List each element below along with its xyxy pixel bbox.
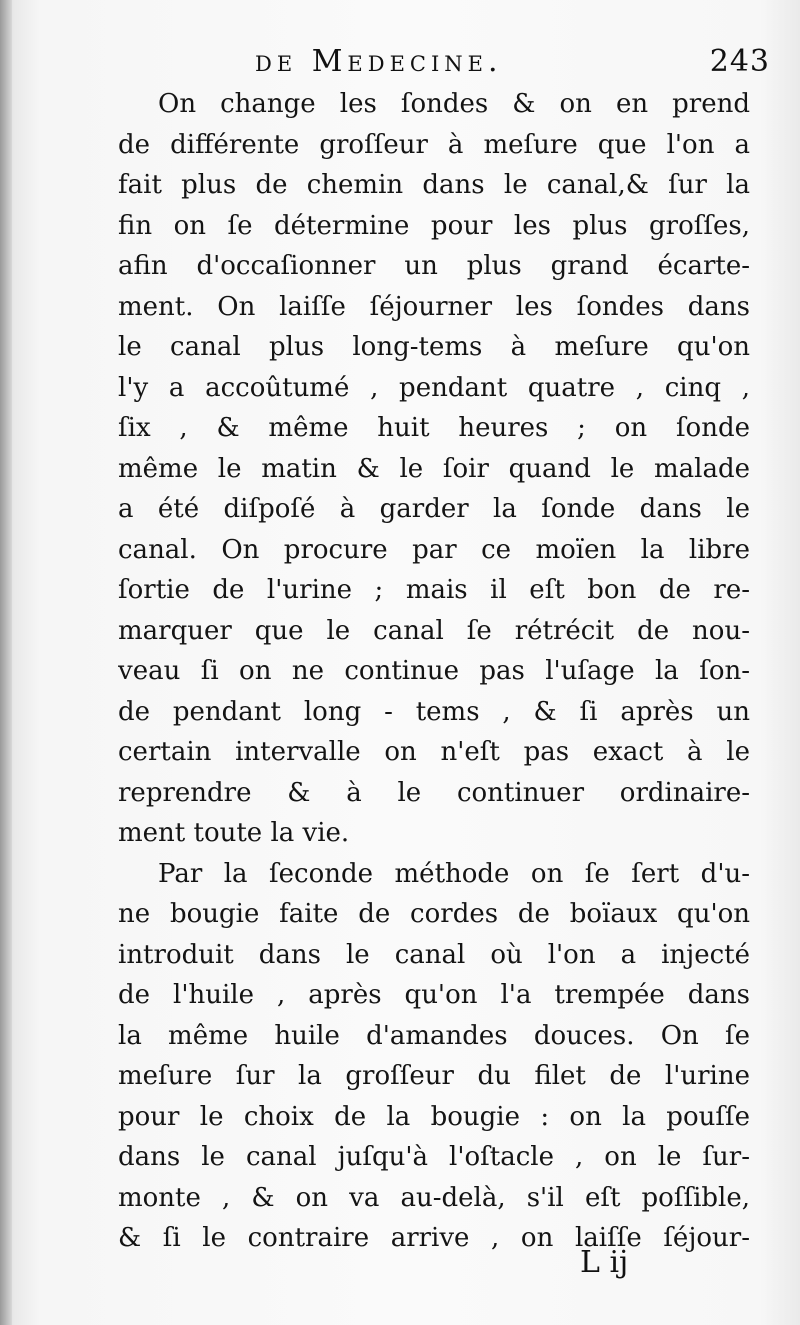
text-line: dans le canal juſqu'à l'oſtacle , on le ſur- xyxy=(118,1142,750,1172)
page-header xyxy=(120,44,770,84)
text-line: même le matin & le ſoir quand le malade xyxy=(118,453,750,484)
text-line: reprendre & à le continuer ordinaire- xyxy=(118,777,750,808)
text-line: afin d'occaſionner un plus grand écarte- xyxy=(118,251,750,281)
text-line: ment toute la vie. xyxy=(118,818,350,848)
text-line: de l'huile , après qu'on l'a trempée dans xyxy=(118,980,750,1010)
text-line: & ſi le contraire arrive , on laiſſe ſéjour- xyxy=(118,1223,750,1253)
text-line: ment. On laiſſe ſéjourner les ſondes dans xyxy=(118,291,750,322)
text-line: la même huile d'amandes douces. On ſe xyxy=(118,1020,750,1051)
text-line: ne bougie faite de cordes de boïaux qu'on xyxy=(118,899,750,929)
text-line: le canal plus long-tems à meſure qu'on xyxy=(118,332,750,362)
text-line: canal. On procure par ce moïen la libre xyxy=(118,534,750,565)
text-line: On change les ſondes & on en prend xyxy=(158,89,750,119)
running-title: de Medecine. xyxy=(255,44,503,79)
text-line: l'y a accoûtumé , pendant quatre , cinq , xyxy=(118,372,750,403)
paragraph-1 xyxy=(118,84,750,854)
text-line: de différente groſſeur à meſure que l'on a xyxy=(118,129,750,160)
page-number: 243 xyxy=(709,44,770,79)
text-line: fin on ſe détermine pour les plus groſſes, xyxy=(118,210,750,241)
paragraph-2 xyxy=(118,854,750,1259)
text-line: introduit dans le canal où l'on a injecté xyxy=(118,939,750,970)
text-line: marquer que le canal ſe rétrécit de nou- xyxy=(118,615,750,646)
text-line: certain intervalle on n'eſt pas exact à le xyxy=(118,737,750,767)
text-line: ſix , & même huit heures ; on ſonde xyxy=(118,413,750,443)
text-line: pour le choix de la bougie : on la pouſſe xyxy=(118,1101,750,1132)
text-line: a été diſpoſé à garder la ſonde dans le xyxy=(118,494,750,524)
text-line: veau ſi on ne continue pas l'uſage la ſon- xyxy=(118,656,750,686)
text-line: de pendant long - tems , & ſi après un xyxy=(118,696,750,727)
text-line: fait plus de chemin dans le canal,& ſur la xyxy=(118,170,750,200)
text-line: meſure ſur la groſſeur du filet de l'urine xyxy=(118,1061,750,1091)
body-text xyxy=(118,84,750,1259)
signature-mark: L ij xyxy=(580,1245,629,1280)
page-gutter-shadow xyxy=(0,0,12,1325)
text-line: monte , & on va au-delà, s'il eſt poſſible, xyxy=(118,1182,750,1213)
text-line: Par la ſeconde méthode on ſe ſert d'u- xyxy=(158,858,750,889)
text-line: ſortie de l'urine ; mais il eſt bon de re- xyxy=(118,575,750,605)
